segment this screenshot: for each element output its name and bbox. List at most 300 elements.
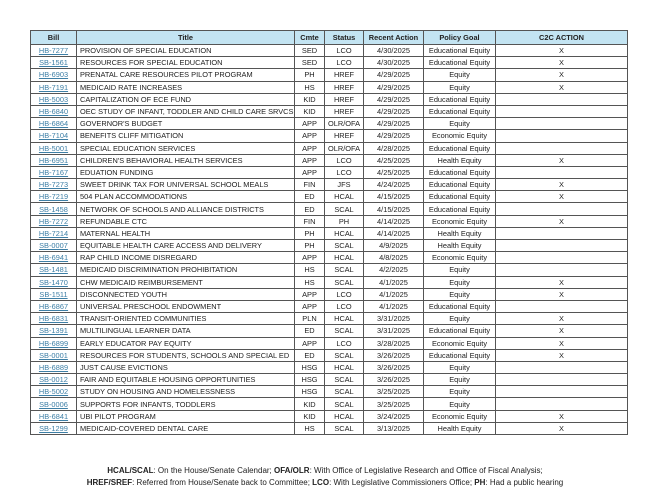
cell-c2c-action: X [496,422,628,434]
bill-link[interactable]: SB-1299 [39,423,68,433]
cell-cmte: PH [295,240,325,252]
bill-link[interactable]: HB-7219 [38,192,69,202]
cell-status: LCO [325,288,364,300]
table-row [31,105,628,117]
cell-c2c-action: X [496,276,628,288]
cell-bill [31,130,77,142]
bill-link[interactable]: HB-7273 [38,180,69,190]
cell-c2c-action: X [496,288,628,300]
cell-cmte: SED [295,45,325,57]
cell-c2c-action [496,374,628,386]
cell-title: UNIVERSAL PRESCHOOL ENDOWMENT [77,300,295,312]
cell-status: PH [325,215,364,227]
cell-bill [31,240,77,252]
legend-term: OFA/OLR [274,466,310,475]
cell-recent-action: 4/25/2025 [364,166,424,178]
cell-status: SCAL [325,276,364,288]
cell-policy-goal: Health Equity [424,240,496,252]
bill-link[interactable]: HB-6951 [38,155,69,165]
cell-cmte: APP [295,130,325,142]
legend-def: : With Legislative Commissioners Office; [329,478,475,487]
bill-link[interactable]: HB-6889 [38,362,69,372]
legend-term: HCAL/SCAL [107,466,154,475]
cell-status: HREF [325,105,364,117]
cell-c2c-action: X [496,81,628,93]
cell-status: HCAL [325,227,364,239]
col-header-status: Status [325,31,364,45]
cell-recent-action: 3/13/2025 [364,422,424,434]
cell-bill [31,57,77,69]
cell-status: LCO [325,337,364,349]
cell-status: HREF [325,130,364,142]
cell-c2c-action [496,203,628,215]
bill-link[interactable]: HB-6867 [38,302,69,312]
cell-cmte: ED [295,203,325,215]
legend-def: : Had a public hearing [485,478,564,487]
cell-status: HREF [325,93,364,105]
cell-c2c-action [496,361,628,373]
cell-policy-goal: Educational Equity [424,325,496,337]
table-row [31,422,628,434]
cell-recent-action: 4/25/2025 [364,154,424,166]
cell-c2c-action [496,240,628,252]
cell-cmte: KID [295,93,325,105]
cell-recent-action: 3/24/2025 [364,410,424,422]
cell-bill [31,349,77,361]
cell-title: REFUNDABLE CTC [77,215,295,227]
cell-bill [31,361,77,373]
table-row [31,166,628,178]
cell-policy-goal: Economic Equity [424,252,496,264]
bill-link[interactable]: HB-6831 [38,314,69,324]
cell-policy-goal: Economic Equity [424,337,496,349]
cell-recent-action: 3/25/2025 [364,386,424,398]
cell-bill [31,166,77,178]
cell-policy-goal: Economic Equity [424,410,496,422]
bill-link[interactable]: HB-6903 [38,70,69,80]
cell-status: OLR/OFA [325,118,364,130]
col-header-policy-goal: Policy Goal [424,31,496,45]
col-header-c2c-action: C2C ACTION [496,31,628,45]
table-row [31,69,628,81]
bill-link[interactable]: SB-1511 [39,289,68,299]
cell-c2c-action [496,105,628,117]
legend-term: PH [474,478,486,487]
cell-c2c-action: X [496,57,628,69]
cell-policy-goal: Educational Equity [424,93,496,105]
bill-link[interactable]: HB-5003 [38,94,69,104]
cell-recent-action: 4/29/2025 [364,93,424,105]
cell-bill [31,191,77,203]
cell-title: MATERNAL HEALTH [77,227,295,239]
cell-c2c-action [496,118,628,130]
cell-recent-action: 4/30/2025 [364,45,424,57]
bill-link[interactable]: HB-6864 [38,119,69,129]
bill-link[interactable]: HB-7167 [38,167,69,177]
cell-bill [31,313,77,325]
cell-c2c-action [496,227,628,239]
cell-c2c-action [496,166,628,178]
table-row [31,288,628,300]
bill-link[interactable]: HB-7277 [38,46,69,56]
cell-policy-goal: Educational Equity [424,191,496,203]
cell-title: EQUITABLE HEALTH CARE ACCESS AND DELIVERY [77,240,295,252]
cell-c2c-action: X [496,410,628,422]
cell-cmte: ED [295,349,325,361]
cell-bill [31,325,77,337]
cell-recent-action: 3/26/2025 [364,361,424,373]
cell-recent-action: 4/9/2025 [364,240,424,252]
cell-status: HCAL [325,361,364,373]
cell-cmte: FIN [295,179,325,191]
cell-title: DISCONNECTED YOUTH [77,288,295,300]
cell-status: SCAL [325,374,364,386]
cell-bill [31,93,77,105]
bill-link[interactable]: SB-0007 [39,241,68,251]
bill-link[interactable]: SB-1470 [39,277,68,287]
table-row [31,240,628,252]
cell-recent-action: 4/30/2025 [364,57,424,69]
cell-cmte: KID [295,105,325,117]
cell-title: PRENATAL CARE RESOURCES PILOT PROGRAM [77,69,295,81]
cell-c2c-action: X [496,337,628,349]
cell-cmte: HS [295,422,325,434]
table-row [31,276,628,288]
cell-cmte: APP [295,154,325,166]
cell-status: SCAL [325,203,364,215]
table-row [31,191,628,203]
cell-title: FAIR AND EQUITABLE HOUSING OPPORTUNITIES [77,374,295,386]
cell-cmte: HSG [295,374,325,386]
cell-title: 504 PLAN ACCOMMODATIONS [77,191,295,203]
cell-title: NETWORK OF SCHOOLS AND ALLIANCE DISTRICTS [77,203,295,215]
cell-bill [31,264,77,276]
col-header-cmte: Cmte [295,31,325,45]
cell-title: TRANSIT-ORIENTED COMMUNITIES [77,313,295,325]
cell-recent-action: 3/28/2025 [364,337,424,349]
table-body [31,45,628,435]
cell-bill [31,300,77,312]
cell-c2c-action [496,386,628,398]
bill-link[interactable]: SB-0001 [39,350,68,360]
cell-c2c-action: X [496,215,628,227]
table-row [31,215,628,227]
cell-title: RAP CHILD INCOME DISREGARD [77,252,295,264]
legend-def: : On the House/Senate Calendar; [153,466,275,475]
cell-recent-action: 4/14/2025 [364,227,424,239]
cell-bill [31,142,77,154]
legend-def: : Referred from House/Senate back to Committee; [132,478,313,487]
cell-policy-goal: Educational Equity [424,166,496,178]
cell-policy-goal: Educational Equity [424,300,496,312]
bill-link[interactable]: SB-0006 [39,399,68,409]
cell-cmte: SED [295,57,325,69]
cell-recent-action: 4/29/2025 [364,118,424,130]
cell-c2c-action: X [496,45,628,57]
cell-cmte: FIN [295,215,325,227]
cell-recent-action: 4/29/2025 [364,130,424,142]
cell-status: OLR/OFA [325,142,364,154]
cell-bill [31,374,77,386]
cell-bill [31,288,77,300]
cell-c2c-action: X [496,154,628,166]
table-row [31,81,628,93]
bill-link[interactable]: HB-6899 [38,338,69,348]
cell-policy-goal: Educational Equity [424,45,496,57]
cell-status: SCAL [325,422,364,434]
cell-status: LCO [325,300,364,312]
cell-status: LCO [325,166,364,178]
cell-c2c-action: X [496,325,628,337]
cell-c2c-action: X [496,313,628,325]
cell-cmte: HSG [295,386,325,398]
cell-c2c-action [496,130,628,142]
table-row [31,349,628,361]
cell-title: UBI PILOT PROGRAM [77,410,295,422]
cell-policy-goal: Educational Equity [424,105,496,117]
cell-recent-action: 3/25/2025 [364,398,424,410]
bill-link[interactable]: HB-7214 [38,228,69,238]
cell-policy-goal: Educational Equity [424,179,496,191]
cell-policy-goal: Equity [424,361,496,373]
cell-bill [31,105,77,117]
cell-bill [31,276,77,288]
table-row [31,57,628,69]
cell-recent-action: 3/26/2025 [364,374,424,386]
cell-status: JFS [325,179,364,191]
cell-bill [31,81,77,93]
cell-recent-action: 4/1/2025 [364,276,424,288]
cell-policy-goal: Equity [424,374,496,386]
bill-link[interactable]: HB-7104 [38,131,69,141]
cell-recent-action: 3/31/2025 [364,325,424,337]
cell-title: MEDICAID-COVERED DENTAL CARE [77,422,295,434]
cell-policy-goal: Equity [424,386,496,398]
cell-recent-action: 4/29/2025 [364,69,424,81]
bill-tracker-table [30,30,628,435]
bill-link[interactable]: HB-6840 [38,107,69,117]
cell-c2c-action [496,252,628,264]
cell-status: SCAL [325,398,364,410]
table-row [31,227,628,239]
cell-policy-goal: Equity [424,398,496,410]
cell-cmte: HS [295,81,325,93]
cell-title: PROVISION OF SPECIAL EDUCATION [77,45,295,57]
legend-term: LCO [312,478,330,487]
cell-recent-action: 4/28/2025 [364,142,424,154]
cell-recent-action: 4/29/2025 [364,81,424,93]
table-row [31,252,628,264]
bill-link[interactable]: SB-0012 [39,375,68,385]
cell-title: MEDICAID RATE INCREASES [77,81,295,93]
cell-title: CHW MEDICAID REIMBURSEMENT [77,276,295,288]
table-row [31,179,628,191]
table-row [31,130,628,142]
cell-c2c-action [496,300,628,312]
col-header-title: Title [77,31,295,45]
table-row [31,142,628,154]
cell-c2c-action [496,142,628,154]
cell-title: EARLY EDUCATOR PAY EQUITY [77,337,295,349]
cell-cmte: PH [295,69,325,81]
cell-bill [31,45,77,57]
cell-bill [31,422,77,434]
cell-cmte: ED [295,191,325,203]
cell-policy-goal: Educational Equity [424,203,496,215]
table-row [31,300,628,312]
bill-link[interactable]: SB-1561 [39,58,68,68]
cell-policy-goal: Equity [424,288,496,300]
cell-bill [31,227,77,239]
legend-def: : With Office of Legislative Research and Office of Fiscal Analysis; [309,466,543,475]
cell-status: HREF [325,81,364,93]
cell-recent-action: 4/15/2025 [364,203,424,215]
legend-line-1 [0,465,650,477]
cell-policy-goal: Equity [424,276,496,288]
cell-policy-goal: Equity [424,264,496,276]
cell-c2c-action: X [496,191,628,203]
bill-link[interactable]: HB-6941 [38,253,69,263]
bill-link[interactable]: SB-1458 [39,204,68,214]
cell-cmte: APP [295,166,325,178]
cell-bill [31,203,77,215]
cell-title: STUDY ON HOUSING AND HOMELESSNESS [77,386,295,398]
cell-cmte: PH [295,227,325,239]
cell-status: LCO [325,57,364,69]
table-row [31,325,628,337]
cell-status: HCAL [325,191,364,203]
table-row [31,361,628,373]
cell-cmte: ED [295,325,325,337]
cell-cmte: APP [295,337,325,349]
table-row [31,93,628,105]
cell-recent-action: 4/14/2025 [364,215,424,227]
cell-c2c-action: X [496,349,628,361]
cell-status: HREF [325,69,364,81]
cell-policy-goal: Equity [424,313,496,325]
table-row [31,337,628,349]
legend-footer [0,465,650,489]
cell-bill [31,215,77,227]
cell-policy-goal: Health Equity [424,422,496,434]
cell-title: MEDICAID DISCRIMINATION PROHIBITATION [77,264,295,276]
cell-title: EDUATION FUNDING [77,166,295,178]
cell-title: BENEFITS CLIFF MITIGATION [77,130,295,142]
cell-status: SCAL [325,264,364,276]
table-row [31,374,628,386]
cell-bill [31,337,77,349]
cell-policy-goal: Equity [424,81,496,93]
cell-cmte: APP [295,252,325,264]
bill-link[interactable]: HB-5001 [38,143,69,153]
cell-status: HCAL [325,252,364,264]
table-row [31,118,628,130]
table-row [31,398,628,410]
cell-cmte: PLN [295,313,325,325]
bill-link[interactable]: HB-7272 [38,216,69,226]
cell-recent-action: 4/1/2025 [364,288,424,300]
table-row [31,154,628,166]
cell-title: SPECIAL EDUCATION SERVICES [77,142,295,154]
cell-bill [31,410,77,422]
bill-link[interactable]: HB-7191 [38,82,69,92]
cell-recent-action: 3/26/2025 [364,349,424,361]
cell-cmte: KID [295,410,325,422]
legend-line-2 [0,477,650,489]
cell-cmte: APP [295,142,325,154]
cell-cmte: APP [295,288,325,300]
cell-bill [31,252,77,264]
cell-c2c-action: X [496,69,628,81]
cell-status: SCAL [325,240,364,252]
cell-status: SCAL [325,349,364,361]
cell-bill [31,69,77,81]
cell-policy-goal: Health Equity [424,154,496,166]
cell-cmte: KID [295,398,325,410]
cell-c2c-action [496,93,628,105]
cell-cmte: HS [295,264,325,276]
cell-status: LCO [325,154,364,166]
cell-title: SWEET DRINK TAX FOR UNIVERSAL SCHOOL MEALS [77,179,295,191]
cell-policy-goal: Economic Equity [424,130,496,142]
table-row [31,313,628,325]
table-row [31,45,628,57]
cell-policy-goal: Educational Equity [424,57,496,69]
col-header-bill: Bill [31,31,77,45]
bill-link[interactable]: SB-1391 [39,326,68,336]
cell-cmte: APP [295,300,325,312]
bill-link[interactable]: HB-6841 [38,411,69,421]
table-row [31,410,628,422]
cell-title: JUST CAUSE EVICTIONS [77,361,295,373]
cell-recent-action: 4/1/2025 [364,300,424,312]
cell-recent-action: 4/2/2025 [364,264,424,276]
cell-title: SUPPORTS FOR INFANTS, TODDLERS [77,398,295,410]
bill-link[interactable]: SB-1481 [39,265,68,275]
cell-title: MULTILINGUAL LEARNER DATA [77,325,295,337]
col-header-recent-action: Recent Action [364,31,424,45]
cell-status: HCAL [325,410,364,422]
legend-term: HREF/SREF [86,478,133,487]
cell-policy-goal: Equity [424,118,496,130]
cell-recent-action: 4/8/2025 [364,252,424,264]
cell-cmte: HSG [295,361,325,373]
cell-title: OEC STUDY OF INFANT, TODDLER AND CHILD CARE SRVCS [77,105,295,117]
cell-status: HCAL [325,313,364,325]
cell-policy-goal: Economic Equity [424,215,496,227]
cell-title: CAPITALIZATION OF ECE FUND [77,93,295,105]
cell-policy-goal: Educational Equity [424,349,496,361]
cell-recent-action: 3/31/2025 [364,313,424,325]
cell-title: RESOURCES FOR SPECIAL EDUCATION [77,57,295,69]
table-row [31,264,628,276]
cell-recent-action: 4/15/2025 [364,191,424,203]
cell-cmte: HS [295,276,325,288]
cell-bill [31,118,77,130]
cell-policy-goal: Equity [424,69,496,81]
cell-c2c-action [496,264,628,276]
table-header-row [31,31,628,45]
cell-bill [31,386,77,398]
cell-cmte: APP [295,118,325,130]
cell-status: SCAL [325,325,364,337]
cell-title: CHILDREN'S BEHAVIORAL HEALTH SERVICES [77,154,295,166]
bill-link[interactable]: HB-5002 [38,387,69,397]
cell-bill [31,398,77,410]
cell-bill [31,179,77,191]
cell-policy-goal: Educational Equity [424,142,496,154]
cell-status: LCO [325,45,364,57]
